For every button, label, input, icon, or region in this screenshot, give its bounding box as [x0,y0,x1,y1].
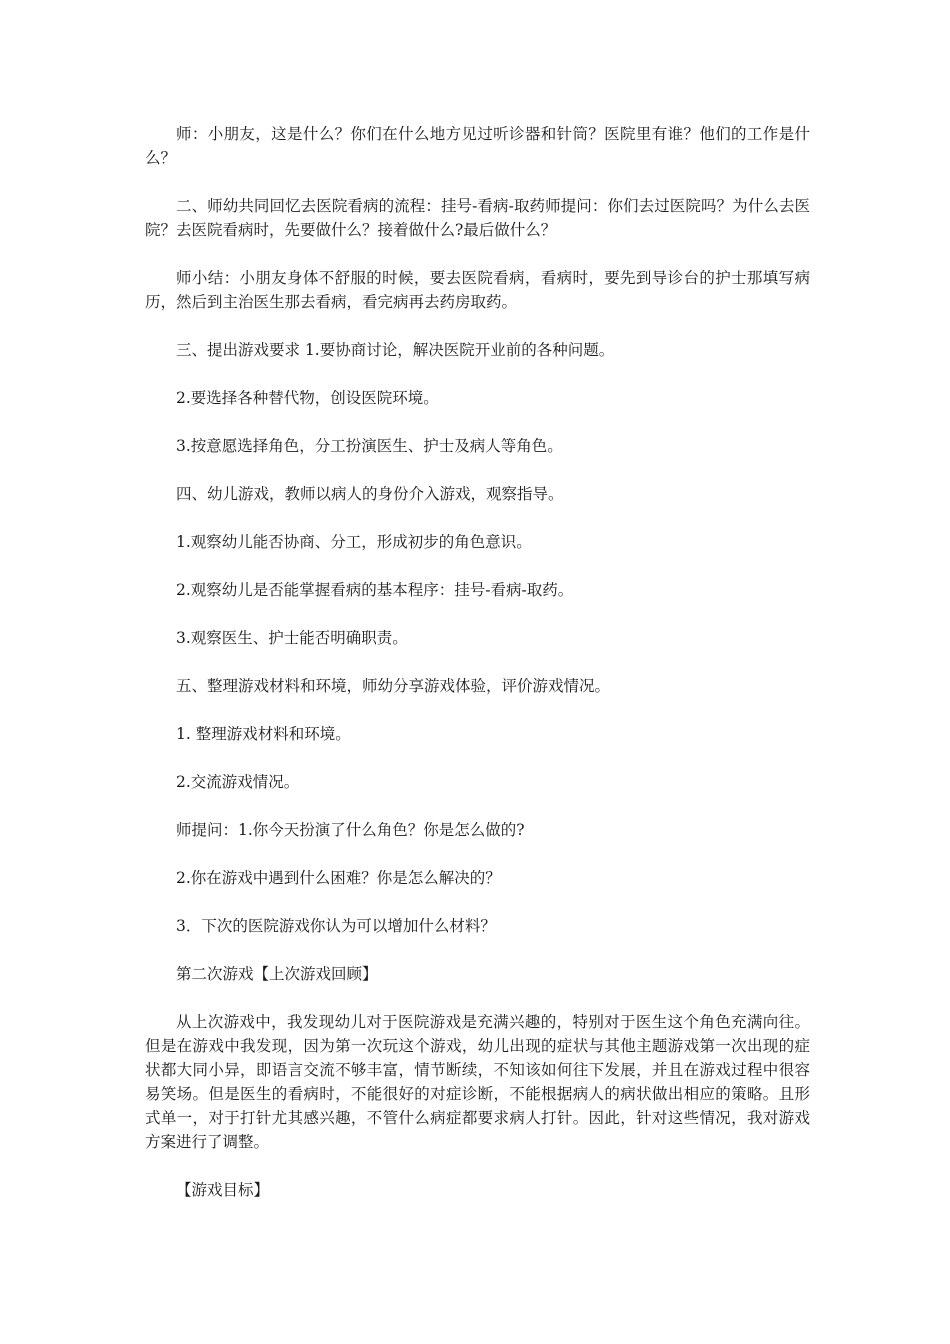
paragraph: 2.要选择各种替代物，创设医院环境。 [176,389,439,407]
paragraph: 1.观察幼儿能否协商、分工，形成初步的角色意识。 [176,533,532,551]
document-body [145,122,810,1226]
paragraph: 2.你在游戏中遇到什么困难？你是怎么解决的？ [176,869,501,887]
paragraph: 2.观察幼儿是否能掌握看病的基本程序：挂号-看病-取药。 [176,581,574,599]
section-heading: 第二次游戏【上次游戏回顾】 [176,965,378,983]
paragraph: 从上次游戏中，我发现幼儿对于医院游戏是充满兴趣的，特别对于医生这个角色充满向往。但是在游戏中我发现，因为第一次玩这个游戏，幼儿出现的症状与其他主题游戏第一次出现的症状都大同小异，即语言交流不够丰富，情节断续，不知该如何往下发展，并且在游戏过程中很容易笑场。但是医生的看病时，不能很好的对症诊断，不能根据病人的病状做出相应的策略。且形式单一，对于打针尤其感兴趣，不管什么病症都要求病人打针。因此，针对这些情况，我对游戏方案进行了调整。 [145,1013,810,1151]
paragraph: 五、整理游戏材料和环境，师幼分享游戏体验，评价游戏情况。 [176,677,611,695]
paragraph: 3．下次的医院游戏你认为可以增加什么材料？ [176,917,496,935]
paragraph: 三、提出游戏要求 1.要协商讨论，解决医院开业前的各种问题。 [176,341,615,359]
paragraph: 2.交流游戏情况。 [176,773,300,791]
paragraph: 3.按意愿选择角色，分工扮演医生、护士及病人等角色。 [176,437,563,455]
paragraph: 二、师幼共同回忆去医院看病的流程：挂号-看病-取药师提问：你们去过医院吗？为什么去医院？去医院看病时，先要做什么？接着做什么?最后做什么？ [145,197,810,239]
paragraph: 师提问：1.你今天扮演了什么角色？你是怎么做的? [176,821,525,839]
paragraph: 1. 整理游戏材料和环境。 [176,725,351,743]
paragraph: 四、幼儿游戏，教师以病人的身份介入游戏，观察指导。 [176,485,564,503]
section-heading: 【游戏目标】 [176,1181,270,1199]
paragraph: 师小结：小朋友身体不舒服的时候，要去医院看病，看病时，要先到导诊台的护士那填写病历，然后到主治医生那去看病，看完病再去药房取药。 [145,269,810,311]
paragraph: 师：小朋友，这是什么？你们在什么地方见过听诊器和针筒？医院里有谁？他们的工作是什么？ [145,125,810,167]
paragraph: 3.观察医生、护士能否明确职责。 [176,629,408,647]
